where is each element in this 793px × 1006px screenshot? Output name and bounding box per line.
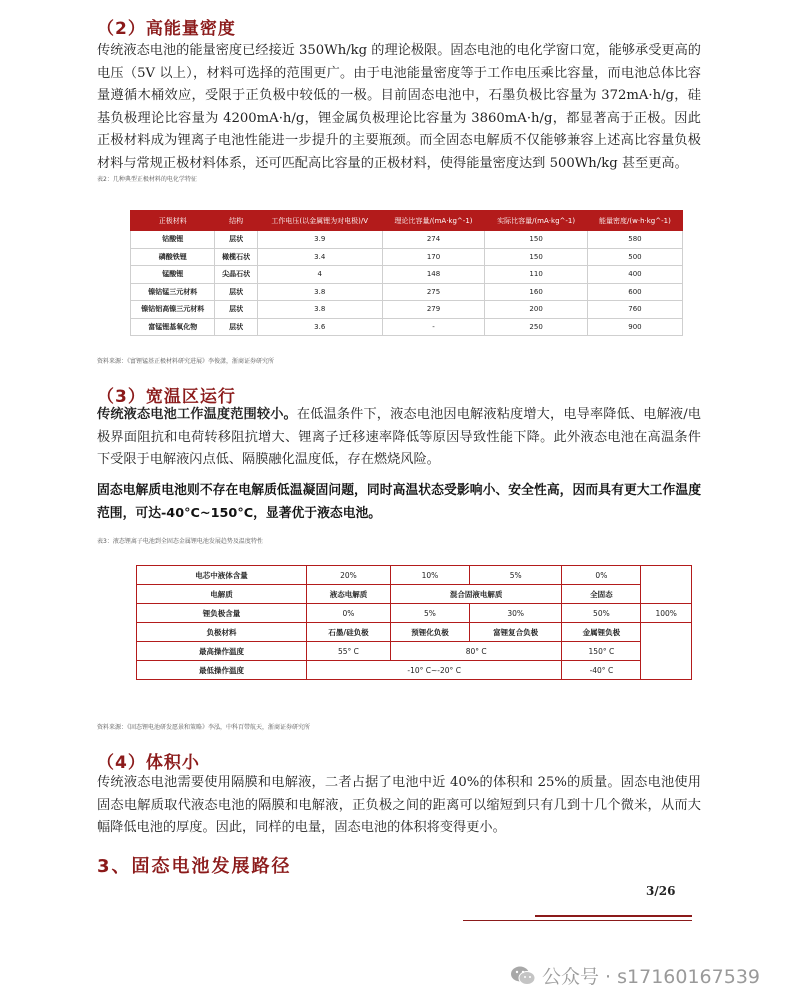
table-cell: 钴酸锂 bbox=[131, 231, 215, 249]
table-cell: 富锰锂基氧化物 bbox=[131, 318, 215, 336]
table-row bbox=[131, 231, 683, 249]
table-cell: 150 bbox=[485, 231, 588, 249]
table-header: 能量密度/(w·h·kg^-1) bbox=[587, 211, 682, 231]
table-header: 正极材料 bbox=[131, 211, 215, 231]
table-row bbox=[131, 248, 683, 266]
table-cell: 110 bbox=[485, 266, 588, 284]
table-cell: 150° C bbox=[562, 642, 641, 661]
table-cell: 全固态 bbox=[562, 585, 641, 604]
table-header: 实际比容量/(mA·kg^-1) bbox=[485, 211, 588, 231]
table-cell: 250 bbox=[485, 318, 588, 336]
table-cell: 100% bbox=[641, 604, 692, 623]
paragraph-energy-density: 传统液态电池的能量密度已经接近 350Wh/kg 的理论极限。固态电池的电化学窗口宽，能够承受更高的电压（5V 以上），材料可选择的范围更广。由于电池能量密度等于工作电压乘比容量，而电池总体比容量遵循木桶效应，受限于正负极中较低的一极。目前固态电池中，石墨负极比容量为 372mA·h/g，硅基负极理论比容量为 4200mA·h/g，锂金属负极理论比容量为 3860mA·h/g，都显著高于正极。因此正极材料成为锂离子电池性能进一步提升的主要瓶颈。而全固态电解质不仅能够兼容上述高比容量负极材料与常规正极材料体系，还可匹配高比容量的正极材料，使得能量密度达到 500Wh/kg 甚至更高。 bbox=[97, 43, 701, 171]
table-row bbox=[131, 266, 683, 284]
paragraph-rest: 在低温条件下，液态电池因电解液粘度增大，电导率降低、电解液/电极界面阻抗和电荷转移阻抗增大、锂离子迁移速率降低等原因导致性能下降。此外液态电池在高温条件下受限于电解液闪点低、隔膜融化温度低，存在燃烧风险。 bbox=[97, 407, 701, 467]
table2-caption: 表2：几种典型正极材料的电化学特征 bbox=[97, 176, 197, 183]
page-number: 3/26 bbox=[646, 884, 676, 898]
table-cell: 200 bbox=[485, 301, 588, 319]
table-header-row bbox=[131, 211, 683, 231]
section-heading-small-volume: （4）体积小 bbox=[97, 753, 200, 773]
table-cell: 尖晶石状 bbox=[215, 266, 257, 284]
table-cell: -40° C bbox=[562, 661, 641, 680]
table-cell: 5% bbox=[390, 604, 469, 623]
row-label: 负极材料 bbox=[137, 623, 307, 642]
table-header: 结构 bbox=[215, 211, 257, 231]
cathode-materials-table bbox=[130, 210, 683, 336]
table-cell: 富锂复合负极 bbox=[469, 623, 561, 642]
battery-trend-table bbox=[136, 565, 692, 680]
table-cell: 279 bbox=[382, 301, 485, 319]
table-cell: 3.4 bbox=[257, 248, 382, 266]
table-row bbox=[131, 318, 683, 336]
table-cell: 层状 bbox=[215, 231, 257, 249]
paragraph-solid-advantage: 固态电解质电池则不存在电解质低温凝固问题，同时高温状态受影响小、安全性高，因而具有更大工作温度范围，可达-40°C~150°C，显著优于液态电池。 bbox=[97, 483, 701, 521]
watermark-text: 公众号 · s17160167539 bbox=[542, 966, 760, 988]
table-cell: 148 bbox=[382, 266, 485, 284]
table-row bbox=[137, 604, 692, 623]
table-cell: 20% bbox=[307, 566, 391, 585]
wechat-icon bbox=[510, 965, 536, 987]
table-cell: 3.6 bbox=[257, 318, 382, 336]
table-header: 工作电压(以金属锂为对电极)/V bbox=[257, 211, 382, 231]
paragraph-lead-bold: 传统液态电池工作温度范围较小。 bbox=[97, 407, 297, 422]
table-cell: 274 bbox=[382, 231, 485, 249]
table-cell: 磷酸铁锂 bbox=[131, 248, 215, 266]
table-cell: - bbox=[382, 318, 485, 336]
table-cell: 层状 bbox=[215, 283, 257, 301]
chapter-heading-development-path: 3、固态电池发展路径 bbox=[97, 856, 292, 877]
table-cell: 0% bbox=[562, 566, 641, 585]
table-cell: 760 bbox=[587, 301, 682, 319]
row-label: 最高操作温度 bbox=[137, 642, 307, 661]
table3-caption: 表3：液态锂离子电池到全固态金属锂电池发展趋势及温度特性 bbox=[97, 538, 263, 545]
table-cell: 镍钴铝高镍三元材料 bbox=[131, 301, 215, 319]
table-cell: 275 bbox=[382, 283, 485, 301]
footer-rule-bottom bbox=[463, 920, 692, 921]
watermark bbox=[510, 962, 760, 989]
table-row bbox=[137, 566, 692, 585]
table-cell: 锰酸锂 bbox=[131, 266, 215, 284]
table-cell: 50% bbox=[562, 604, 641, 623]
table-row bbox=[137, 623, 692, 642]
paragraph-wide-temp bbox=[97, 404, 701, 472]
table-cell: 4 bbox=[257, 266, 382, 284]
table-cell: 液态电解质 bbox=[307, 585, 391, 604]
table-cell: 170 bbox=[382, 248, 485, 266]
table-cell: -10° C~-20° C bbox=[307, 661, 562, 680]
table-row bbox=[137, 661, 692, 680]
table-cell: 400 bbox=[587, 266, 682, 284]
table-cell: 600 bbox=[587, 283, 682, 301]
table-cell: 混合固液电解质 bbox=[390, 585, 561, 604]
table-cell: 层状 bbox=[215, 301, 257, 319]
footer-rule-top bbox=[535, 915, 692, 917]
table-cell: 镍钴锰三元材料 bbox=[131, 283, 215, 301]
table-cell: 0% bbox=[307, 604, 391, 623]
table-row bbox=[131, 283, 683, 301]
row-label: 最低操作温度 bbox=[137, 661, 307, 680]
table-cell: 橄榄石状 bbox=[215, 248, 257, 266]
table-cell: 3.8 bbox=[257, 301, 382, 319]
table3-source: 资料来源：《固态锂电池研发愿景和策略》李泓，中科百带航天，浙商证券研究所 bbox=[97, 724, 311, 731]
table-row bbox=[131, 301, 683, 319]
table-cell: 10% bbox=[390, 566, 469, 585]
table-cell: 900 bbox=[587, 318, 682, 336]
row-label: 电芯中液体含量 bbox=[137, 566, 307, 585]
table-cell: 5% bbox=[469, 566, 561, 585]
table-cell: 160 bbox=[485, 283, 588, 301]
section-heading-energy-density: （2）高能量密度 bbox=[97, 19, 236, 39]
table-cell: 55° C bbox=[307, 642, 391, 661]
table-cell: 3.8 bbox=[257, 283, 382, 301]
table-cell: 层状 bbox=[215, 318, 257, 336]
table-row bbox=[137, 585, 692, 604]
table-cell: 80° C bbox=[390, 642, 561, 661]
table-cell: 500 bbox=[587, 248, 682, 266]
table-cell: 30% bbox=[469, 604, 561, 623]
row-label: 锂负极含量 bbox=[137, 604, 307, 623]
table2-source: 资料来源：《富锂锰基正极材料研究进展》李俊潇，浙商证券研究所 bbox=[97, 358, 275, 365]
table-cell: 预锂化负极 bbox=[390, 623, 469, 642]
section-heading-wide-temp: （3）宽温区运行 bbox=[97, 387, 236, 407]
table-cell: 石墨/硅负极 bbox=[307, 623, 391, 642]
table-header: 理论比容量/(mA·kg^-1) bbox=[382, 211, 485, 231]
table-cell: 3.9 bbox=[257, 231, 382, 249]
paragraph-small-volume: 传统液态电池需要使用隔膜和电解液，二者占据了电池中近 40%的体积和 25%的质量。固态电池使用固态电解质取代液态电池的隔膜和电解液，正负极之间的距离可以缩短到只有几到十几个微米，从而大幅降低电池的厚度。因此，同样的电量，固态电池的体积将变得更小。 bbox=[97, 775, 701, 835]
table-cell: 金属锂负极 bbox=[562, 623, 641, 642]
table-cell: 150 bbox=[485, 248, 588, 266]
table-row bbox=[137, 642, 692, 661]
table-cell: 580 bbox=[587, 231, 682, 249]
row-label: 电解质 bbox=[137, 585, 307, 604]
